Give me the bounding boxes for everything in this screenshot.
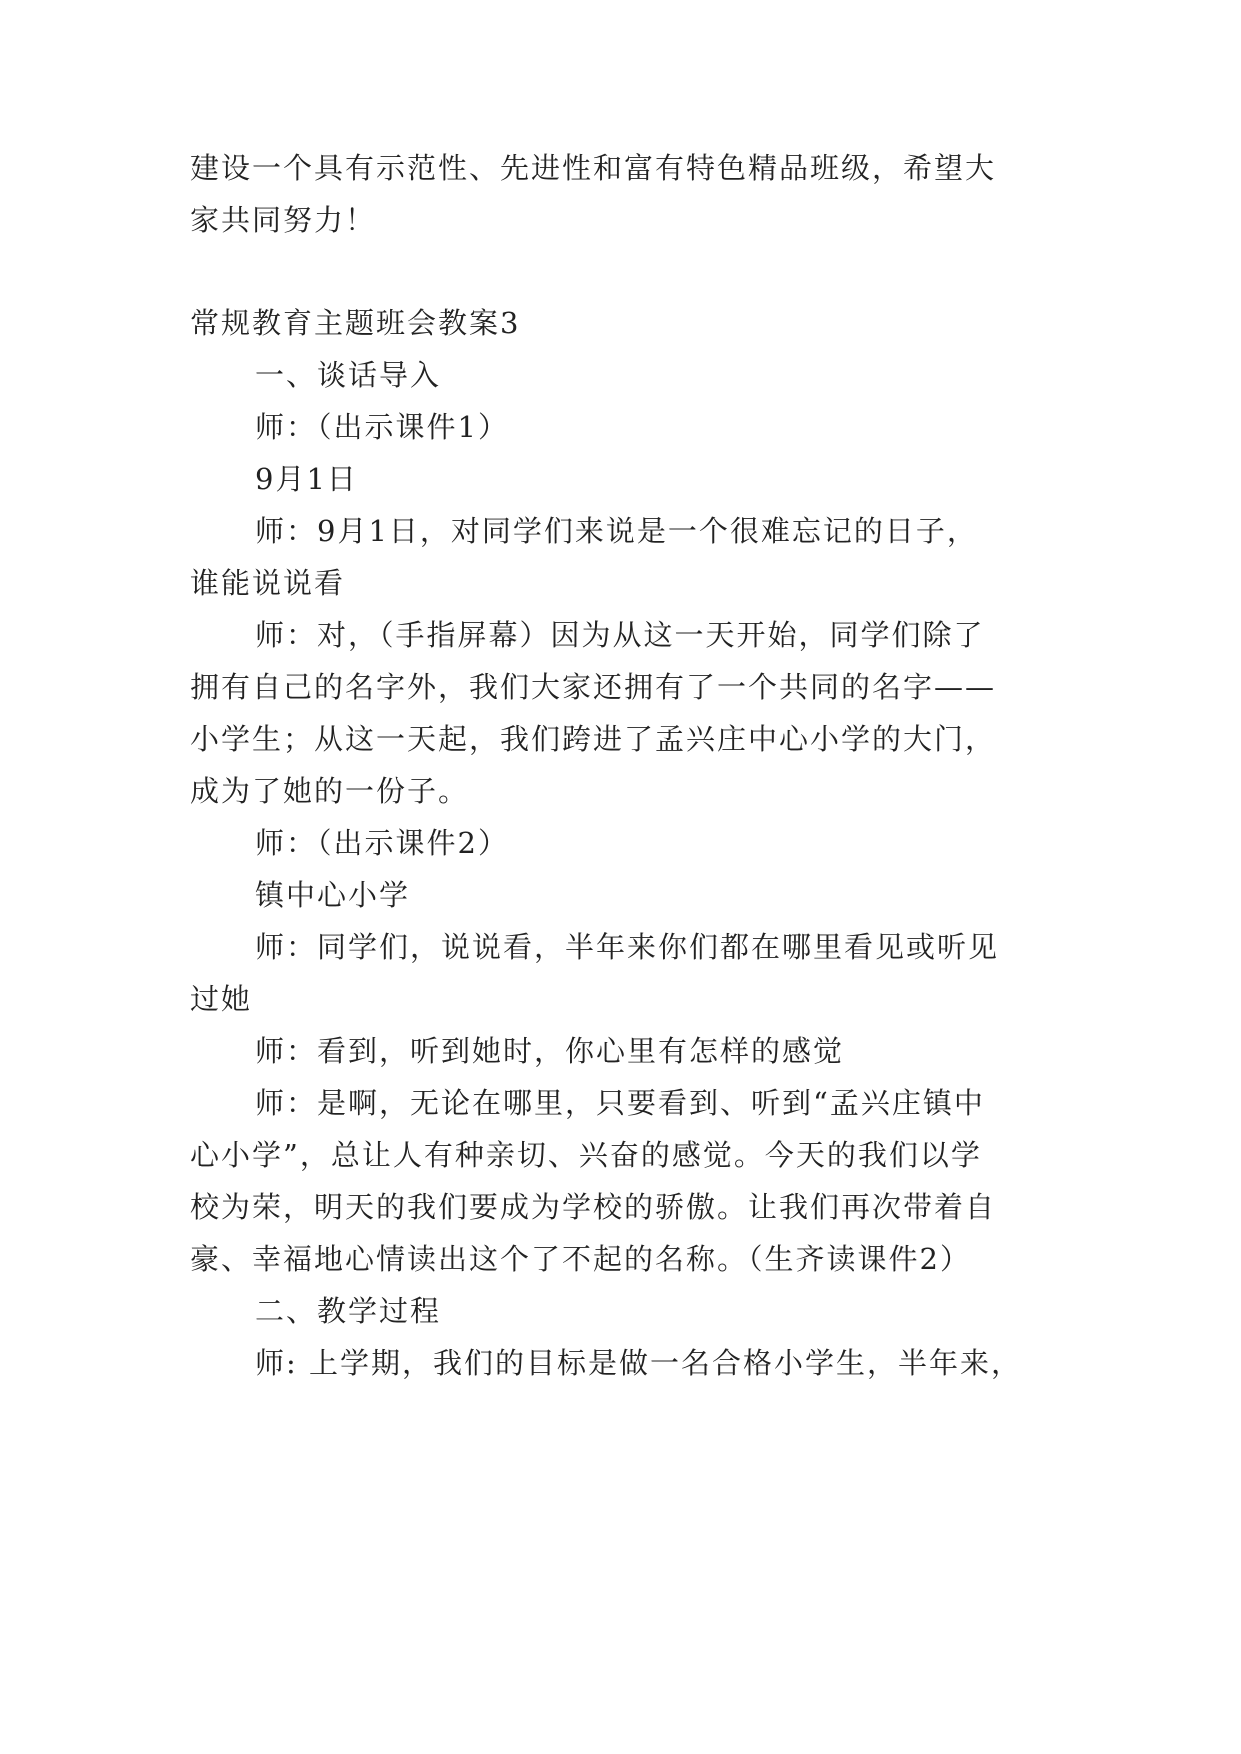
paragraph-line: 家共同努力！ — [190, 203, 377, 237]
paragraph-line: 豪、幸福地心情读出这个了不起的名称。（生齐读课件2） — [190, 1242, 971, 1276]
paragraph-line: 镇中心小学 — [255, 878, 411, 912]
paragraph-line: 师：同学们，说说看，半年来你们都在哪里看见或听见 — [255, 930, 1000, 964]
paragraph-line: 师：（出示课件2） — [255, 826, 509, 860]
paragraph-line: 谁能说说看 — [190, 566, 346, 600]
paragraph-line: 拥有自己的名字外，我们大家还拥有了一个共同的名字—— — [190, 670, 997, 704]
paragraph-line: 师：对，（手指屏幕）因为从这一天开始，同学们除了 — [255, 618, 985, 652]
paragraph-line: 师：9月1日，对同学们来说是一个很难忘记的日子， — [255, 514, 978, 548]
paragraph-line: 师：是啊，无论在哪里，只要看到、听到“孟兴庄镇中 — [255, 1086, 985, 1120]
paragraph-line: 师：（出示课件1） — [255, 410, 509, 444]
paragraph-line: 师: 上学期，我们的目标是做一名合格小学生，半年来， — [255, 1346, 1022, 1380]
paragraph-line: 二、教学过程 — [255, 1294, 442, 1328]
section-title: 常规教育主题班会教案3 — [190, 306, 521, 340]
paragraph-line: 师：看到，听到她时，你心里有怎样的感觉 — [255, 1034, 845, 1068]
paragraph-line: 一、谈话导入 — [255, 358, 442, 392]
paragraph-line: 过她 — [190, 982, 253, 1016]
paragraph-line: 小学生；从这一天起，我们跨进了孟兴庄中心小学的大门， — [190, 722, 997, 756]
paragraph-line: 成为了她的一份子。 — [190, 774, 470, 808]
paragraph-line: 9月1日 — [255, 462, 358, 496]
paragraph-line: 校为荣，明天的我们要成为学校的骄傲。让我们再次带着自 — [190, 1190, 997, 1224]
paragraph-line: 建设一个具有示范性、先进性和富有特色精品班级，希望大 — [190, 151, 997, 185]
paragraph-line: 心小学”，总让人有种亲切、兴奋的感觉。今天的我们以学 — [190, 1138, 982, 1172]
